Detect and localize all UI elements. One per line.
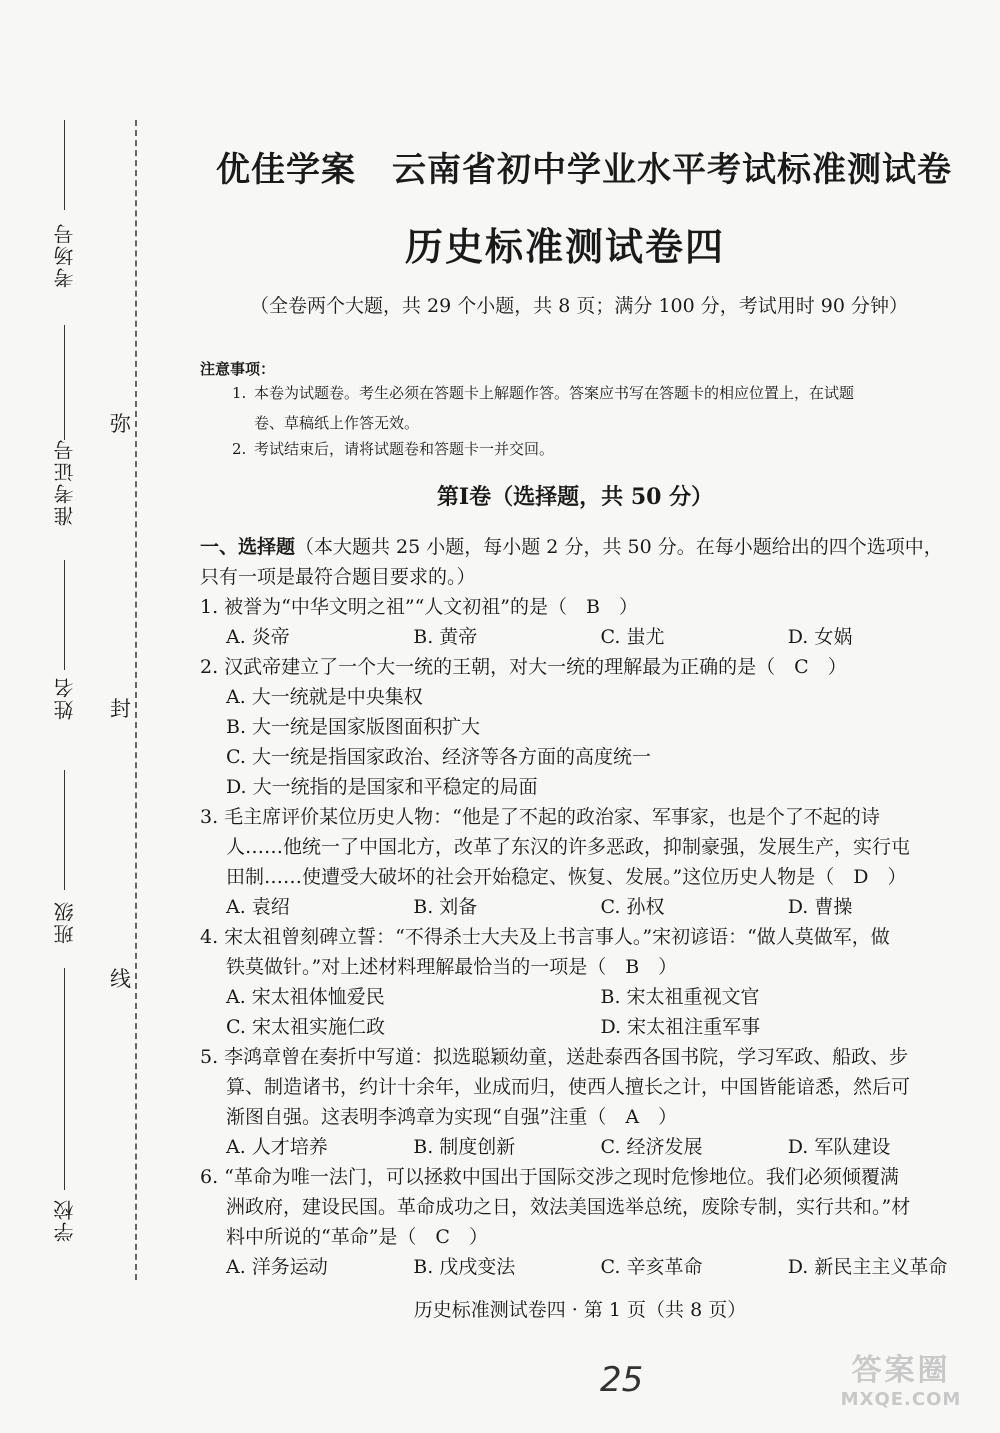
options-row <box>200 892 975 922</box>
option: A. 袁绍 <box>226 896 290 918</box>
question-stem: 6. “革命为唯一法门，可以拯救中国出于国际交涉之现时危惨地位。我们必须倾覆满 <box>200 1166 899 1188</box>
part-heading: 一、选择题 <box>200 536 296 558</box>
part-instructions <box>200 532 975 592</box>
option: A. 洋务运动 <box>226 1256 328 1278</box>
class-label: 班级 <box>53 900 77 944</box>
binding-dashed-line <box>135 120 137 1280</box>
watermark-url: MXQE.COM <box>840 1389 962 1410</box>
admission-number-label: 准考证号 <box>53 438 77 526</box>
question-stem: 人……他统一了中国北方，改革了东汉的许多恶政，抑制豪强，发展生产，实行屯 <box>226 836 911 858</box>
page-footer: 历史标准测试卷四 · 第 1 页（共 8 页） <box>413 1299 747 1321</box>
question-stem: 算、制造诸书，约计十余年，业成而归，使西人擅长之计，中国皆能谙悉，然后可 <box>226 1076 911 1098</box>
notice-text: 考试结束后，请将试题卷和答题卡一并交回。 <box>254 440 555 458</box>
question-1 <box>200 592 975 652</box>
option: C. 宋太祖实施仁政 <box>226 1016 385 1038</box>
school-label: 学校 <box>53 1198 77 1242</box>
option: A. 宋太祖体恤爱民 <box>226 986 385 1008</box>
notice-item <box>232 378 977 438</box>
question-4 <box>200 922 975 1042</box>
option: B. 刘备 <box>413 896 478 918</box>
option: C. 辛亥革命 <box>600 1256 703 1278</box>
question-stem: 铁莫做针。”对上述材料理解最恰当的一项是（ B ） <box>226 956 678 978</box>
part-desc: （本大题共 25 小题，每小题 2 分，共 50 分。在每小题给出的四个选项中， <box>295 536 943 558</box>
option: D. 宋太祖注重军事 <box>600 1016 761 1038</box>
option: D. 曹操 <box>787 896 853 918</box>
question-6 <box>200 1162 975 1282</box>
option: B. 大一统是国家版图面积扩大 <box>226 716 481 738</box>
option: D. 大一统指的是国家和平稳定的局面 <box>226 776 538 798</box>
question-stem: 3. 毛主席评价某位历史人物：“他是了不起的政治家、军事家，也是个了不起的诗 <box>200 806 880 828</box>
handwritten-page-number: 25 <box>600 1360 644 1400</box>
option: D. 军队建设 <box>787 1136 891 1158</box>
watermark-logo: 答案圈 <box>851 1353 951 1388</box>
question-stem: 料中所说的“革命”是（ C ） <box>226 1226 488 1248</box>
options-row <box>200 982 975 1012</box>
watermark <box>816 1345 986 1415</box>
notice-title: 注意事项： <box>200 360 276 378</box>
brand-name: 优佳学案 <box>216 150 356 190</box>
option: B. 戊戌变法 <box>413 1256 516 1278</box>
notice-number: 2. <box>232 440 247 458</box>
series-name: 云南省初中学业水平考试标准测试卷 <box>392 150 952 190</box>
section-title: 第Ⅰ卷（选择题，共 50 分） <box>436 484 714 510</box>
question-stem: 田制……使遭受大破坏的社会开始稳定、恢复、发展。”这位历史人物是（ D ） <box>226 866 907 888</box>
option: B. 黄帝 <box>413 626 478 648</box>
option: C. 蚩尤 <box>600 626 665 648</box>
options-row <box>200 622 975 652</box>
series-heading <box>216 142 952 191</box>
option: C. 孙权 <box>600 896 665 918</box>
options-row <box>200 1012 975 1042</box>
exam-info: （全卷两个大题，共 29 个小题，共 8 页；满分 100 分，考试用时 90 分钟） <box>250 295 909 317</box>
name-label: 姓名 <box>53 676 77 720</box>
side-underline <box>64 968 65 1190</box>
part-desc: 只有一项是最符合题目要求的。） <box>200 566 476 588</box>
side-underline <box>64 560 65 670</box>
side-underline <box>64 325 65 440</box>
question-stem: 渐图自强。这表明李鸿章为实现“自强”注重（ A ） <box>226 1106 678 1128</box>
question-3 <box>200 802 975 922</box>
option: B. 制度创新 <box>413 1136 516 1158</box>
notice-text: 本卷为试题卷。考生必须在答题卡上解题作答。答案应书写在答题卡的相应位置上，在试题 <box>254 384 855 402</box>
seal-mi: 弥 <box>110 412 131 436</box>
page-title: 历史标准测试卷四 <box>404 224 725 269</box>
option: D. 新民主主义革命 <box>787 1256 948 1278</box>
question-stem: 2. 汉武帝建立了一个大一统的王朝，对大一统的理解最为正确的是（ C ） <box>200 656 847 678</box>
exam-room-label: 考场号 <box>53 222 77 288</box>
question-stem: 1. 被誉为“中华文明之祖”“人文初祖”的是（ B ） <box>200 596 638 618</box>
question-5 <box>200 1042 975 1162</box>
notice-number: 1. <box>232 384 247 402</box>
seal-feng: 封 <box>110 697 131 721</box>
side-underline <box>64 120 65 210</box>
notice-text: 卷、草稿纸上作答无效。 <box>254 414 420 432</box>
option: C. 经济发展 <box>600 1136 703 1158</box>
option: C. 大一统是指国家政治、经济等各方面的高度统一 <box>226 746 651 768</box>
seal-xian: 线 <box>110 967 131 991</box>
options-row <box>200 1252 975 1282</box>
question-2 <box>200 652 975 802</box>
question-stem: 4. 宋太祖曾刻碑立誓：“不得杀士大夫及上书言事人。”宋初谚语：“做人莫做军，做 <box>200 926 890 948</box>
option: B. 宋太祖重视文官 <box>600 986 760 1008</box>
question-stem: 洲政府，建设民国。革命成功之日，效法美国选举总统，废除专制，实行共和。”材 <box>226 1196 911 1218</box>
question-stem: 5. 李鸿章曾在奏折中写道：拟选聪颖幼童，送赴泰西各国书院，学习军政、船政、步 <box>200 1046 909 1068</box>
option: A. 人才培养 <box>226 1136 328 1158</box>
notice-item <box>232 434 977 464</box>
side-underline <box>64 770 65 890</box>
option: A. 大一统就是中央集权 <box>226 686 423 708</box>
option: A. 炎帝 <box>226 626 290 648</box>
options-row <box>200 1132 975 1162</box>
option: D. 女娲 <box>787 626 853 648</box>
